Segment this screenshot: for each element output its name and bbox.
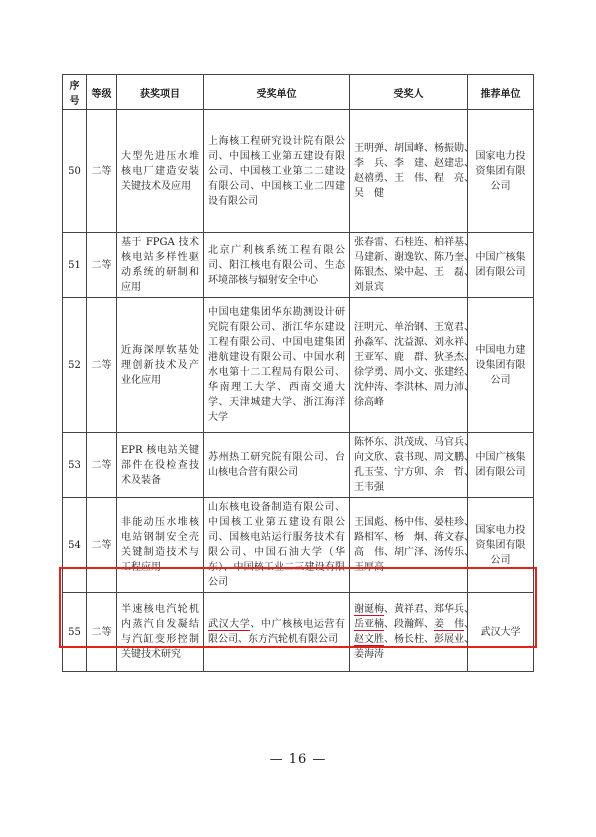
person-text: 、 <box>464 619 474 630</box>
row-no: 51 <box>63 233 87 298</box>
row-project: 非能动压水堆核电站钢制安全壳关键制造技术与工程应用 <box>117 498 204 593</box>
table-header-row <box>63 75 534 110</box>
row-recommender: 武汉大学 <box>468 593 534 672</box>
person-underlined: 赵文胜 <box>354 634 384 645</box>
header-unit: 受奖单位 <box>204 75 350 110</box>
row-person <box>350 593 474 672</box>
row-grade: 二等 <box>87 233 117 298</box>
row-unit <box>204 593 350 672</box>
row-person: 王国彪、杨中伟、晏桂珍、 路相军、杨 炯、蒋文春、 高 伟、胡广泽、汤传乐、 王厚高 <box>350 498 468 593</box>
row-person: 王明弹、胡国峰、杨振勋、 李 兵、李 建、赵建忠、 赵禧勇、王 伟、程 亮、 吴 健 <box>350 110 468 233</box>
row-person: 陈怀东、洪茂成、马官兵、 向文欣、袁书现、周文鹏、 孔玉莹、宁方卯、余 哲、 王韦强 <box>350 433 468 498</box>
unit-rest: 、中广核核电运营有限公司、东方汽轮机有限公司 <box>208 619 346 645</box>
row-unit: 北京广利核系统工程有限公司、阳江核电有限公司、生态环境部核与辐射安全中心 <box>204 233 350 298</box>
row-person: 张春雷、石桂连、柏祥基、 马建新、谢逸钦、陈乃奎、 陈银杰、梁中起、王 磊、 刘景宾 <box>350 233 468 298</box>
person-underlined: 谢诞梅 <box>354 604 384 615</box>
row-recommender: 中国广核集团有限公司 <box>468 233 534 298</box>
awards-table <box>62 74 534 672</box>
header-project: 获奖项目 <box>117 75 204 110</box>
row-grade: 二等 <box>87 433 117 498</box>
header-person: 受奖人 <box>350 75 468 110</box>
table-row <box>63 498 534 593</box>
row-grade: 二等 <box>87 298 117 433</box>
row-unit: 上海核工程研究设计院有限公司、中国核工业第五建设有限公司、中国核工业第二二建设有限公司、中国核工业二四建设有限公司 <box>204 110 350 233</box>
table-row <box>63 233 534 298</box>
row-unit: 中国电建集团华东勘测设计研究院有限公司、浙江华东建设工程有限公司、中国电建集团港航建设有限公司、中国水利水电第十二工程局有限公司、华南理工大学、西南交通大学、天津城建大学、浙江海洋大学 <box>204 298 350 433</box>
row-project: 大型先进压水堆核电厂建造安装关键技术及应用 <box>117 110 204 233</box>
row-no: 50 <box>63 110 87 233</box>
row-recommender: 国家电力投资集团有限公司 <box>468 110 534 233</box>
row-project: EPR 核电站关键部件在役检查技术及装备 <box>117 433 204 498</box>
row-recommender: 中国广核集团有限公司 <box>468 433 534 498</box>
row-no: 55 <box>63 593 87 672</box>
person-text: 、段瀚辉、 <box>384 619 434 630</box>
row-grade: 二等 <box>87 498 117 593</box>
person-text: 、杨长柱、彭展业、 <box>384 634 474 645</box>
table-row <box>63 433 534 498</box>
unit-highlight: 武汉大学 <box>208 619 251 630</box>
person-underlined: 岳亚楠 <box>354 619 384 630</box>
header-no: 序号 <box>63 75 87 110</box>
row-no: 53 <box>63 433 87 498</box>
row-unit: 山东核电设备制造有限公司、中国核工业第五建设有限公司、国核电站运行服务技术有限公司、中国石油大学（华东）、中国核工业二三建设有限公司 <box>204 498 350 593</box>
table-row <box>63 298 534 433</box>
person-text: 、黄祥君、郑华兵、 <box>384 604 474 615</box>
header-recommender: 推荐单位 <box>468 75 534 110</box>
row-project: 基于 FPGA 技术核电站多样性驱动系统的研制和应用 <box>117 233 204 298</box>
row-recommender: 国家电力投资集团有限公司 <box>468 498 534 593</box>
row-recommender: 中国电力建设集团有限公司 <box>468 298 534 433</box>
table-row <box>63 110 534 233</box>
person-text: 姜海涛 <box>354 649 384 660</box>
table-row-highlighted <box>63 593 534 672</box>
header-grade: 等级 <box>87 75 117 110</box>
person-underlined: 姜 伟 <box>434 619 464 630</box>
row-no: 52 <box>63 298 87 433</box>
row-grade: 二等 <box>87 110 117 233</box>
row-person: 汪明元、单治钢、王宽君、 孙淼军、沈益源、刘永祥、 王亚军、鹿 群、狄圣杰、 徐学勇、周小文、张建经、 沈仲涛、李洪林、周力沛、 徐高峰 <box>350 298 468 433</box>
row-grade: 二等 <box>87 593 117 672</box>
page-number: — 16 — <box>269 752 327 767</box>
row-project: 近海深厚软基处理创新技术及产业化应用 <box>117 298 204 433</box>
row-no: 54 <box>63 498 87 593</box>
row-project: 半速核电汽轮机内蒸汽自发凝结与汽缸变形控制关键技术研究 <box>117 593 204 672</box>
row-unit: 苏州热工研究院有限公司、台山核电合营有限公司 <box>204 433 350 498</box>
